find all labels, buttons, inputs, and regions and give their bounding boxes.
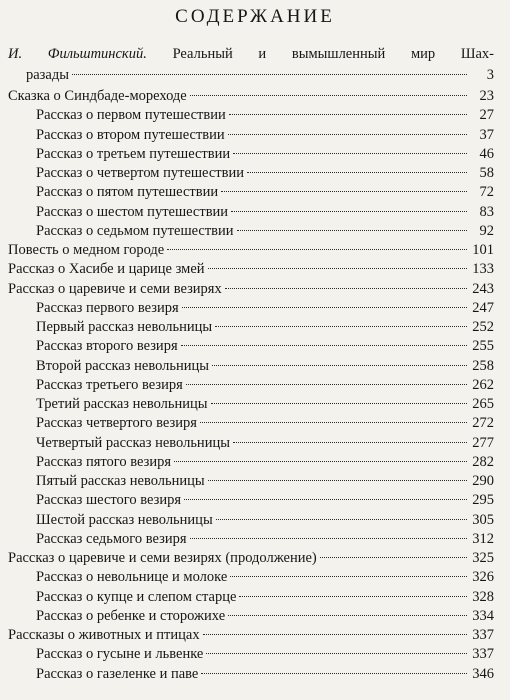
toc-entry-title: Рассказ второго везиря [36, 338, 178, 355]
toc-entry-title: Рассказ четвертого везиря [36, 415, 197, 432]
toc-entry-page-number: 337 [472, 646, 494, 663]
intro-page-number: 3 [486, 67, 494, 83]
toc-entry-title: Второй рассказ невольницы [36, 357, 209, 374]
toc-entry-title: Рассказ о шестом путешествии [36, 203, 229, 220]
toc-entry-title: Пятый рассказ невольницы [36, 473, 205, 489]
toc-entry-page-number: 305 [472, 511, 494, 528]
toc-entry [8, 183, 494, 202]
toc-entry-page-number: 265 [472, 396, 494, 412]
toc-entry [8, 626, 494, 645]
toc-entry [8, 241, 494, 260]
toc-entry-title: Рассказ о пятом путешествии [36, 184, 219, 201]
toc-entry [8, 395, 494, 414]
dot-leader [229, 114, 467, 115]
dot-leader [167, 249, 467, 250]
dot-leader [186, 384, 467, 385]
toc-entry [8, 472, 494, 491]
dot-leader [225, 288, 467, 289]
toc-entry-title: Рассказ шестого везиря [36, 492, 182, 509]
dot-leader [212, 365, 467, 366]
toc-entry-title: Рассказ о гусыне и львенке [36, 646, 204, 663]
intro-title-line [8, 44, 494, 65]
intro-title-part2: разады [26, 67, 69, 83]
toc-entry [8, 549, 494, 568]
toc-entry [8, 87, 494, 106]
toc-entry [8, 106, 494, 125]
dot-leader [230, 576, 467, 577]
dot-leader [184, 499, 467, 500]
toc-entry-page-number: 58 [479, 165, 494, 181]
toc-entry-title: Первый рассказ невольницы [36, 319, 213, 335]
toc-entry-page-number: 337 [472, 627, 494, 643]
toc-entry-title: Рассказ пятого везиря [36, 453, 172, 470]
toc-entry [8, 530, 494, 549]
dot-leader [237, 230, 467, 231]
table-of-contents [8, 87, 494, 684]
dot-leader [72, 74, 467, 75]
toc-entry-title: Рассказ о ребенке и сторожихе [36, 607, 226, 624]
toc-entry [8, 145, 494, 164]
toc-entry-page-number: 326 [472, 569, 494, 586]
toc-entry-title: Сказка о Синдбаде-мореходе [8, 88, 187, 104]
toc-entry [8, 357, 494, 376]
toc-entry [8, 453, 494, 472]
toc-entry [8, 203, 494, 222]
toc-entry [8, 568, 494, 587]
dot-leader [208, 480, 467, 481]
toc-entry-title: Рассказ о невольнице и молоке [36, 569, 228, 586]
toc-entry-title: Рассказы о животных и птицах [8, 627, 200, 643]
intro-author: И. Фильштинский. [8, 46, 147, 62]
toc-entry-page-number: 72 [479, 184, 494, 201]
toc-entry-page-number: 290 [472, 473, 494, 489]
toc-entry [8, 511, 494, 530]
toc-entry [8, 337, 494, 356]
toc-entry-page-number: 247 [472, 299, 494, 316]
toc-entry-page-number: 277 [472, 434, 494, 451]
toc-entry-title: Рассказ о седьмом путешествии [36, 222, 234, 239]
toc-entry-title: Рассказ седьмого везиря [36, 530, 187, 547]
toc-entry-page-number: 83 [479, 203, 494, 220]
toc-entry-page-number: 346 [472, 665, 494, 682]
dot-leader [174, 461, 467, 462]
toc-entry [8, 126, 494, 145]
toc-entry-title: Рассказ о четвертом путешествии [36, 165, 244, 181]
toc-entry-page-number: 295 [472, 492, 494, 509]
dot-leader [200, 422, 467, 423]
toc-entry-title: Рассказ первого везиря [36, 299, 179, 316]
toc-entry [8, 299, 494, 318]
toc-entry-page-number: 255 [472, 338, 494, 355]
toc-entry [8, 665, 494, 684]
toc-entry-title: Третий рассказ невольницы [36, 396, 208, 412]
toc-entry-page-number: 243 [472, 280, 494, 297]
dot-leader [233, 442, 467, 443]
toc-entry-page-number: 334 [472, 607, 494, 624]
toc-entry [8, 376, 494, 395]
toc-entry-page-number: 272 [472, 415, 494, 432]
dot-leader [228, 134, 467, 135]
dot-leader [190, 538, 467, 539]
toc-entry-page-number: 23 [479, 88, 494, 104]
toc-entry-title: Повесть о медном городе [8, 242, 165, 258]
toc-entry-page-number: 282 [472, 453, 494, 470]
dot-leader [206, 653, 467, 654]
dot-leader [211, 403, 467, 404]
dot-leader [208, 268, 467, 269]
toc-entry-page-number: 37 [479, 126, 494, 143]
toc-entry-title: Рассказ о третьем путешествии [36, 145, 231, 162]
toc-entry-page-number: 262 [472, 376, 494, 393]
toc-entry-title: Четвертый рассказ невольницы [36, 434, 230, 451]
toc-entry-title: Рассказ о купце и слепом старце [36, 588, 237, 605]
toc-entry [8, 280, 494, 299]
toc-entry [8, 222, 494, 241]
toc-entry [8, 260, 494, 279]
dot-leader [247, 172, 467, 173]
dot-leader [190, 95, 467, 96]
dot-leader [228, 615, 467, 616]
toc-entry [8, 318, 494, 337]
dot-leader [201, 673, 467, 674]
dot-leader [221, 191, 467, 192]
toc-entry-title: Рассказ о первом путешествии [36, 107, 226, 124]
toc-entry [8, 414, 494, 433]
intro-title-part1: Реальный и вымышленный мир Шах- [172, 46, 494, 62]
toc-entry [8, 491, 494, 510]
dot-leader [181, 345, 467, 346]
toc-entry-title: Рассказ о газеленке и паве [36, 665, 199, 682]
toc-entry-page-number: 252 [472, 319, 494, 335]
toc-entry-page-number: 101 [472, 242, 494, 258]
toc-entry-title: Рассказ третьего везиря [36, 376, 183, 393]
toc-entry-title: Рассказ о Хасибе и царице змей [8, 261, 205, 278]
toc-entry [8, 164, 494, 183]
page-title: СОДЕРЖАНИЕ [175, 6, 335, 27]
dot-leader [203, 634, 467, 635]
toc-entry-title: Рассказ о втором путешествии [36, 126, 225, 143]
dot-leader [216, 519, 467, 520]
toc-entry [8, 434, 494, 453]
toc-entry-page-number: 27 [479, 107, 494, 124]
toc-entry [8, 645, 494, 664]
toc-entry-title: Шестой рассказ невольницы [36, 511, 213, 528]
intro-second-line [8, 65, 494, 86]
toc-entry-page-number: 133 [472, 261, 494, 278]
toc-entry-page-number: 46 [479, 145, 494, 162]
dot-leader [182, 307, 467, 308]
dot-leader [215, 326, 467, 327]
toc-entry-page-number: 325 [472, 550, 494, 566]
toc-entry-page-number: 312 [472, 530, 494, 547]
toc-entry-page-number: 92 [479, 222, 494, 239]
toc-entry-title: Рассказ о царевиче и семи везирях (продолжение) [8, 550, 317, 566]
toc-entry-page-number: 258 [472, 357, 494, 374]
toc-entry-intro [8, 44, 494, 86]
dot-leader [239, 596, 467, 597]
toc-entry-page-number: 328 [472, 588, 494, 605]
toc-entry [8, 607, 494, 626]
dot-leader [320, 557, 467, 558]
toc-entry-title: Рассказ о царевиче и семи везирях [8, 280, 222, 297]
dot-leader [231, 211, 467, 212]
dot-leader [233, 153, 467, 154]
toc-entry [8, 588, 494, 607]
